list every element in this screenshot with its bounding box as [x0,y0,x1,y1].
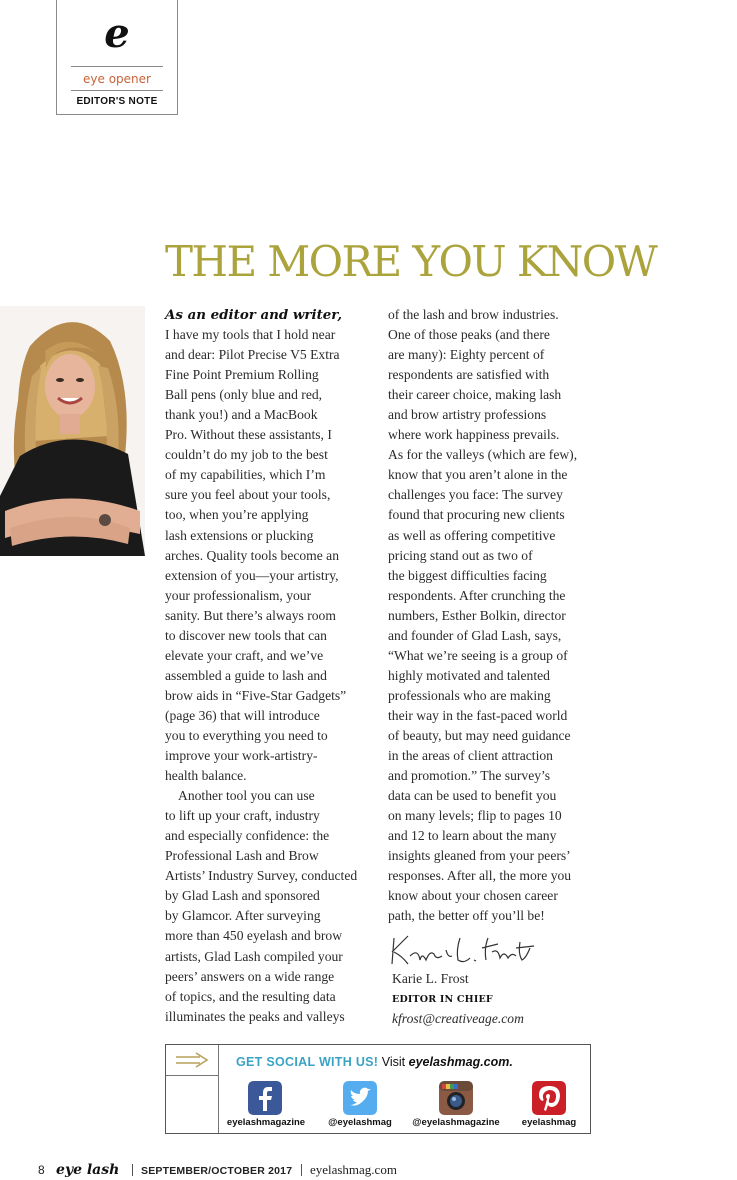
body-line: peers’ answers on a wide range [165,968,335,984]
body-line: numbers, Esther Bolkin, director [388,607,566,623]
body-line: improve your work-artistry- [165,748,318,764]
body-line: elevate your craft, and we’ve [165,647,324,663]
body-line: Fine Point Premium Rolling [165,367,319,383]
body-line: you to everything you need to [165,727,328,743]
body-line: lash extensions or plucking [165,527,314,543]
body-line: artists, Glad Lash compiled your [165,948,343,964]
editor-signature [388,930,548,970]
divider [218,1045,219,1133]
section-label: EDITOR'S NOTE [76,96,158,107]
body-line: illuminates the peaks and valleys [165,1008,345,1024]
pinterest-icon[interactable] [532,1081,566,1115]
article-column-2 [388,305,598,926]
body-line: challenges you face: The survey [388,487,563,503]
body-line: arches. Quality tools become an [165,547,340,563]
body-line: health balance. [165,768,247,784]
body-line: of my capabilities, which I’m [165,467,326,483]
body-line: know that you aren’t alone in the [388,467,568,483]
body-line: and founder of Glad Lash, says, [388,627,562,643]
body-line: brow aids in “Five-Star Gadgets” [165,687,347,703]
body-line: where work happiness prevails. [388,427,560,443]
body-line: Pro. Without these assistants, I [165,427,332,443]
instagram-handle[interactable]: @eyelashmagazine [412,1117,500,1128]
page-title: THE MORE YOU KNOW [165,237,657,286]
page-number: 8 [38,1163,45,1177]
tag-divider [71,90,163,91]
facebook-icon[interactable] [248,1081,282,1115]
social-url[interactable]: eyelashmag.com. [408,1055,513,1069]
body-line: respondents. After crunching the [388,587,566,603]
social-visit: Visit [381,1055,406,1069]
body-line: of topics, and the resulting data [165,988,336,1004]
body-line: highly motivated and talented [388,667,550,683]
social-lead: GET SOCIAL WITH US! [236,1055,379,1069]
body-line: Ball pens (only blue and red, [165,387,323,403]
body-line: found that procuring new clients [388,507,565,523]
body-line: One of those peaks (and there [388,327,550,343]
body-line: and especially confidence: the [165,828,330,844]
section-tag [56,0,178,115]
body-line: professionals who are making [388,687,551,703]
body-line: As for the valleys (which are few), [388,447,578,463]
body-line: by Glad Lash and sponsored [165,888,320,904]
body-line: responses. After all, the more you [388,868,572,884]
body-line: Professional Lash and Brow [165,848,319,864]
editor-email[interactable]: kfrost@creativeage.com [392,1011,524,1026]
divider [132,1164,133,1176]
body-line: couldn’t do my job to the best [165,447,328,463]
body-line: their career choice, making lash [388,387,562,403]
twitter-handle[interactable]: @eyelashmag [328,1117,392,1128]
divider [166,1075,218,1076]
body-line: of the lash and brow industries. [388,307,559,322]
page-footer [38,1162,397,1178]
body-line: too, when you’re applying [165,507,309,523]
body-line: are many): Eighty percent of [388,347,545,363]
editor-name: Karie L. Frost [392,971,469,986]
body-line: data can be used to benefit you [388,788,557,804]
body-line: more than 450 eyelash and brow [165,928,343,944]
magazine-logo: eye lash [56,1162,120,1178]
body-line: sure you feel about your tools, [165,487,331,503]
body-line: (page 36) that will introduce [165,707,320,723]
body-line: the biggest difficulties facing [388,567,547,583]
body-line: insights gleaned from your peers’ [388,848,571,864]
issue-date: SEPTEMBER/OCTOBER 2017 [141,1165,293,1177]
body-line: respondents are satisfied with [388,367,550,383]
body-line: in the areas of client attraction [388,748,553,764]
divider [301,1164,302,1176]
body-line: and promotion.” The survey’s [388,768,551,784]
body-line: as well as offering competitive [388,527,556,543]
body-line: to lift up your craft, industry [165,808,320,824]
body-line: Another tool you can use [178,788,315,804]
footer-website[interactable]: eyelashmag.com [309,1162,397,1177]
body-line: your professionalism, your [165,587,312,603]
article-column-1 [165,305,375,1027]
tag-divider [71,66,163,67]
body-line: Artists’ Industry Survey, conducted [165,868,358,884]
pinterest-handle[interactable]: eyelashmag [521,1117,577,1128]
body-line: pricing stand out as two of [388,547,533,563]
social-heading [236,1055,513,1069]
facebook-handle[interactable]: eyelashmagazine [226,1117,306,1128]
body-line: path, the better off you’ll be! [388,908,545,924]
body-line: know about your chosen career [388,888,558,904]
body-line: by Glamcor. After surveying [165,908,321,924]
body-line: “What we’re seeing is a group of [388,647,568,663]
body-line: extension of you—your artistry, [165,567,339,583]
editor-title: EDITOR IN CHIEF [392,994,493,1005]
body-line: on many levels; flip to pages 10 [388,808,562,824]
body-line: of beauty, but may need guidance [388,727,571,743]
lead-in: As an editor and writer, [165,307,343,323]
body-line: and dear: Pilot Precise V5 Extra [165,347,340,363]
body-line: to discover new tools that can [165,627,327,643]
twitter-icon[interactable] [343,1081,377,1115]
arrow-right-icon [174,1051,210,1069]
instagram-icon[interactable] [439,1081,473,1115]
section-name: eye opener [83,72,151,86]
body-line: I have my tools that I hold near [165,327,336,343]
body-line: and 12 to learn about the many [388,828,557,844]
body-line: assembled a guide to lash and [165,667,327,683]
body-line: sanity. But there’s always room [165,607,336,623]
editor-portrait [0,306,145,556]
body-line: and brow artistry professions [388,407,547,423]
body-line: their way in the fast-paced world [388,707,568,723]
social-box [165,1044,591,1134]
body-line: thank you!) and a MacBook [165,407,318,423]
section-tag-letter: e [104,10,130,57]
